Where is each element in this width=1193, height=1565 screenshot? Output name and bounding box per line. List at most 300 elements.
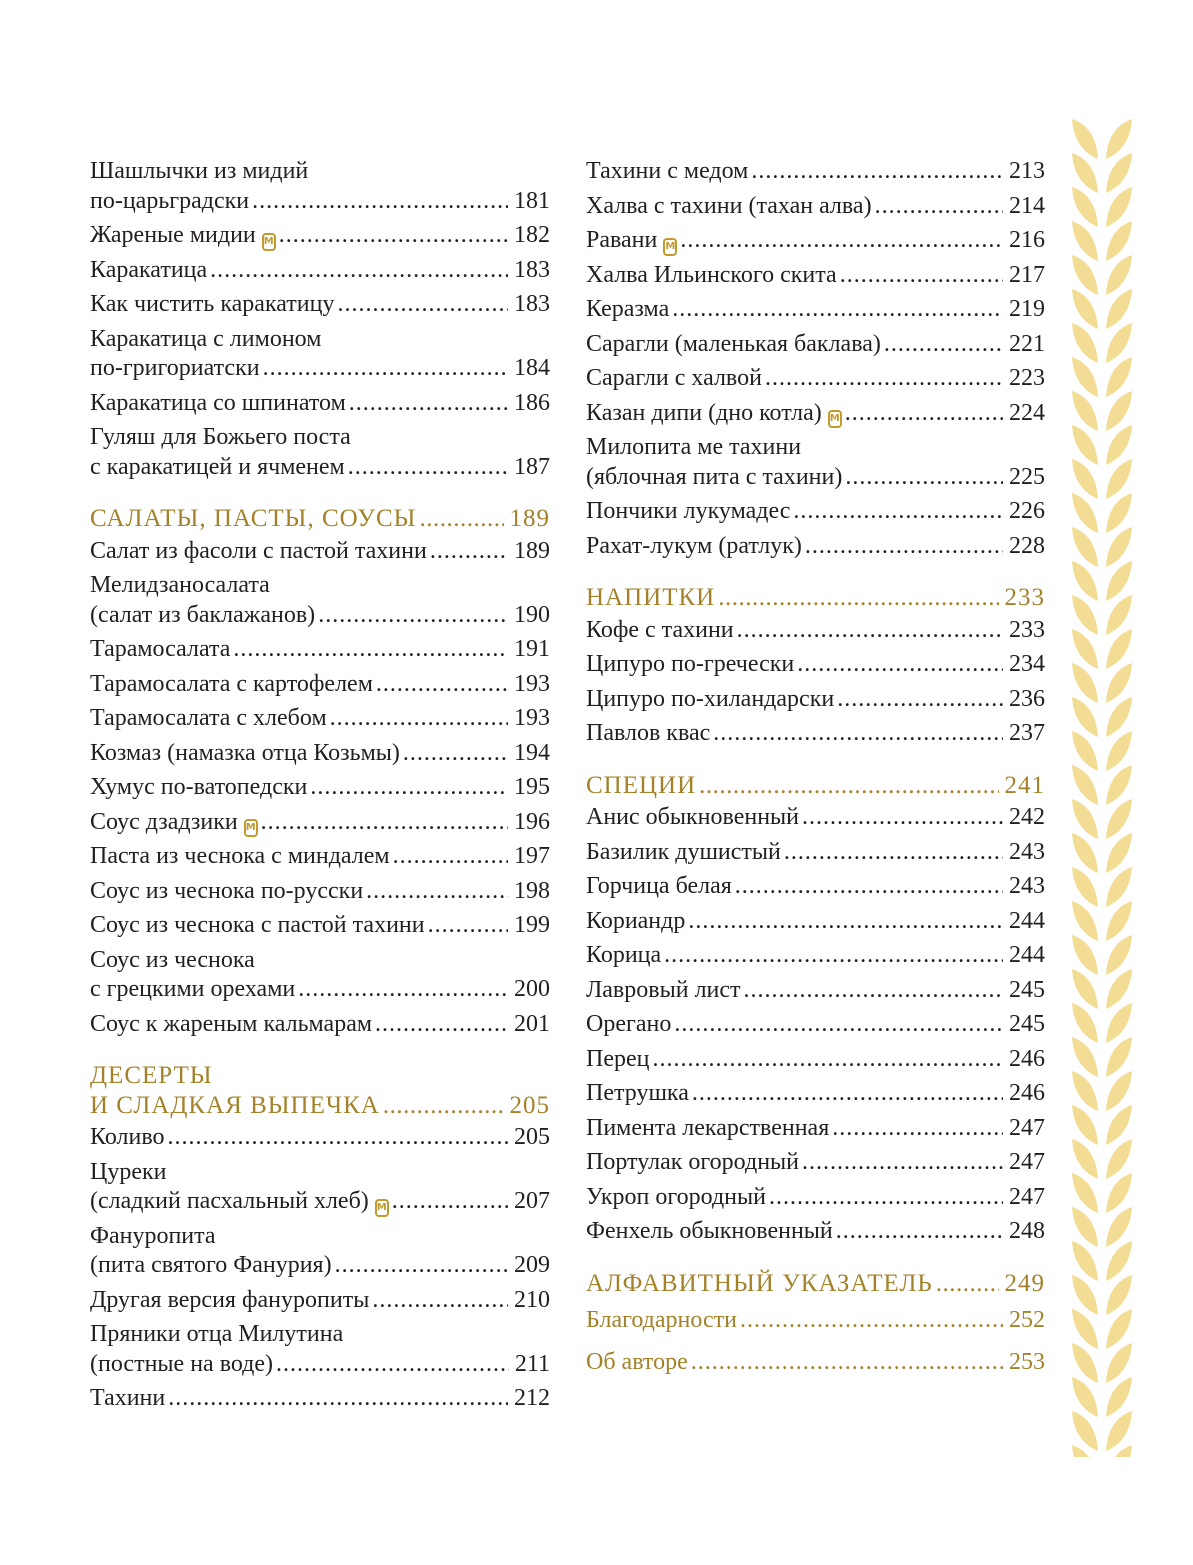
toc-page-number: 246 xyxy=(1009,1045,1045,1072)
toc-page-number: 200 xyxy=(514,976,550,1002)
dot-leader xyxy=(664,941,1003,971)
dot-leader xyxy=(252,187,508,217)
dot-leader xyxy=(428,911,508,941)
dot-leader xyxy=(836,1217,1003,1247)
toc-entry xyxy=(586,497,1045,527)
toc-entry xyxy=(586,226,1045,256)
toc-page-number: 216 xyxy=(1009,227,1045,253)
toc-page-number: 244 xyxy=(1009,942,1045,968)
toc-entry-title: Горчица белая xyxy=(586,873,732,899)
toc-entry-title: Портулак огородный xyxy=(586,1149,799,1175)
dot-leader xyxy=(884,330,1003,360)
dot-leader xyxy=(793,497,1003,527)
monastery-mark-icon: M xyxy=(663,238,677,256)
toc-entry-title: по-царьградски xyxy=(90,187,250,214)
toc-page-number: 182 xyxy=(514,222,550,248)
toc-right-column xyxy=(586,157,1045,1389)
toc-entry xyxy=(90,256,550,286)
toc-entry xyxy=(586,157,1045,187)
dot-leader xyxy=(372,1286,508,1316)
dot-leader xyxy=(737,616,1003,646)
dot-leader xyxy=(393,842,508,872)
wheat-grain xyxy=(1072,1139,1098,1179)
toc-entry xyxy=(90,1320,550,1379)
dot-leader xyxy=(802,1148,1003,1178)
toc-entry xyxy=(90,946,550,1005)
toc-entry-title: НАПИТКИ xyxy=(586,584,716,611)
wheat-grain xyxy=(1072,969,1098,1009)
toc-entry xyxy=(90,221,550,251)
toc-entry-title: (яблочная пита с тахини) xyxy=(586,463,843,490)
dot-leader xyxy=(652,1045,1003,1075)
toc-entry xyxy=(586,532,1045,562)
toc-entry-title: Павлов квас xyxy=(586,720,711,746)
toc-entry xyxy=(90,1123,550,1153)
toc-entry-title: (постные на воде) xyxy=(90,1350,274,1377)
toc-page-number: 193 xyxy=(514,705,550,731)
toc-page-number: 245 xyxy=(1009,976,1045,1003)
toc-entry xyxy=(90,1010,550,1040)
dot-leader xyxy=(375,1010,508,1040)
toc-entry xyxy=(586,907,1045,937)
toc-entry-title: Фенхель обыкновенный xyxy=(586,1218,833,1244)
toc-page-number: 194 xyxy=(514,739,550,766)
dot-leader xyxy=(840,261,1003,291)
toc-entry-title: по-григориатски xyxy=(90,355,260,381)
dot-leader xyxy=(403,739,508,769)
toc-page-number: 241 xyxy=(1004,771,1045,799)
toc-entry xyxy=(90,877,550,907)
toc-entry-title: Рахат-лукум (ратлук) xyxy=(586,532,802,559)
dot-leader xyxy=(674,1010,1003,1040)
dot-leader xyxy=(168,1384,508,1414)
toc-page-number: 198 xyxy=(514,877,550,904)
toc-entry xyxy=(90,670,550,700)
toc-entry-title: Ципуро по-гречески xyxy=(586,651,795,677)
wheat-grain xyxy=(1072,1003,1098,1043)
toc-page-number: 226 xyxy=(1009,498,1045,524)
toc-entry xyxy=(586,399,1045,429)
toc-entry xyxy=(90,842,550,872)
toc-entry-title: Кориандр xyxy=(586,907,686,934)
wheat-grain xyxy=(1072,323,1098,363)
wheat-grain xyxy=(1106,663,1132,703)
toc-entry-title: Салат из фасоли с пастой тахини xyxy=(90,537,427,564)
wheat-grain xyxy=(1072,833,1098,873)
monastery-mark-icon: M xyxy=(262,233,276,251)
dot-leader xyxy=(718,583,998,613)
toc-entry xyxy=(586,261,1045,291)
toc-entry-title: Корица xyxy=(586,942,662,968)
toc-entry xyxy=(586,364,1045,394)
toc-page-number: 195 xyxy=(514,774,550,800)
wheat-grain xyxy=(1106,153,1132,193)
wheat-grain xyxy=(1106,1105,1132,1145)
toc-entry-title: Кофе с тахини xyxy=(586,616,734,643)
toc-entry xyxy=(586,433,1045,492)
toc-page-number: 228 xyxy=(1009,532,1045,559)
toc-section-heading xyxy=(90,504,550,534)
wheat-grain xyxy=(1072,867,1098,907)
dot-leader xyxy=(784,838,1003,868)
wheat-grain xyxy=(1106,833,1132,873)
dot-leader xyxy=(279,221,508,251)
wheat-grain xyxy=(1106,255,1132,295)
toc-entry xyxy=(586,616,1045,646)
toc-entry xyxy=(90,1158,550,1217)
wheat-grain xyxy=(1072,153,1098,193)
toc-entry-title: Тахини xyxy=(90,1385,166,1411)
toc-entry xyxy=(586,803,1045,833)
toc-entry xyxy=(586,685,1045,715)
dot-leader xyxy=(680,226,1003,256)
toc-page-number: 209 xyxy=(514,1252,550,1278)
dot-leader xyxy=(318,601,508,631)
dot-leader xyxy=(692,1079,1003,1109)
toc-entry-title: Козмаз (намазка отца Козьмы) xyxy=(90,739,400,766)
toc-entry-title: Равани xyxy=(586,227,658,253)
dot-leader xyxy=(672,295,1003,325)
dot-leader xyxy=(744,976,1003,1006)
toc-entry xyxy=(586,1217,1045,1247)
wheat-grain xyxy=(1106,697,1132,737)
wheat-grain xyxy=(1106,459,1132,499)
toc-page-number: 210 xyxy=(514,1286,550,1313)
wheat-grain xyxy=(1072,1037,1098,1077)
wheat-grain xyxy=(1072,901,1098,941)
toc-entry-title: Другая версия фануропиты xyxy=(90,1286,370,1313)
wheat-grain xyxy=(1072,289,1098,329)
toc-entry-title: Пончики лукумадес xyxy=(586,498,791,524)
wheat-grain xyxy=(1106,391,1132,431)
dot-leader xyxy=(936,1269,999,1299)
toc-entry xyxy=(90,325,550,384)
wheat-grain xyxy=(1106,289,1132,329)
wheat-grain xyxy=(1072,799,1098,839)
toc-entry-title: Каракатица с лимоном xyxy=(90,325,322,352)
toc-section-heading xyxy=(90,1061,550,1120)
toc-page-number: 236 xyxy=(1009,685,1045,712)
toc-entry xyxy=(90,389,550,419)
toc-page-number: 225 xyxy=(1009,463,1045,490)
toc-entry-title: Пряники отца Милутина xyxy=(90,1321,344,1347)
toc-entry xyxy=(586,1010,1045,1040)
toc-page-number: 234 xyxy=(1009,651,1045,677)
toc-page-number: 214 xyxy=(1009,192,1045,219)
dot-leader xyxy=(310,773,508,803)
wheat-grain xyxy=(1106,1411,1132,1451)
wheat-grain xyxy=(1072,561,1098,601)
dot-leader xyxy=(210,256,508,286)
dot-leader xyxy=(430,537,508,567)
dot-leader xyxy=(713,719,1003,749)
toc-page-number: 247 xyxy=(1009,1114,1045,1141)
toc-entry-title: Тарамосалата xyxy=(90,636,231,662)
toc-entry xyxy=(586,295,1045,325)
wheat-grain xyxy=(1106,1139,1132,1179)
wheat-grain xyxy=(1106,1207,1132,1247)
toc-page-number: 197 xyxy=(514,843,550,869)
wheat-grain xyxy=(1072,357,1098,397)
toc-page-number: 190 xyxy=(514,601,550,628)
toc-page-number: 205 xyxy=(509,1091,550,1119)
dot-leader xyxy=(802,803,1003,833)
toc-entry xyxy=(90,157,550,216)
dot-leader xyxy=(383,1091,504,1121)
dot-leader xyxy=(376,670,508,700)
monastery-mark-icon: M xyxy=(244,819,258,837)
wheat-ear-icon xyxy=(1066,105,1138,1457)
toc-entry-title: Жареные мидии xyxy=(90,222,256,248)
toc-entry xyxy=(90,911,550,941)
toc-entry-title: Керазма xyxy=(586,296,670,322)
wheat-grain xyxy=(1106,935,1132,975)
toc-entry-title: Соус из чеснока xyxy=(90,946,255,973)
wheat-grain xyxy=(1106,221,1132,261)
toc-entry-title: Пимента лекарственная xyxy=(586,1114,830,1141)
toc-entry xyxy=(586,1079,1045,1109)
toc-entry xyxy=(586,976,1045,1006)
wheat-grain xyxy=(1072,697,1098,737)
toc-entry xyxy=(90,808,550,838)
dot-leader xyxy=(263,354,508,384)
toc-entry-title: И СЛАДКАЯ ВЫПЕЧКА xyxy=(90,1091,380,1119)
toc-entry xyxy=(586,650,1045,680)
toc-entry-title: Укроп огородный xyxy=(586,1183,766,1210)
toc-entry-title: Сарагли с халвой xyxy=(586,365,762,391)
toc-section-heading xyxy=(586,1269,1045,1299)
toc-entry-title: Тахини с медом xyxy=(586,158,749,184)
toc-entry-title: Лавровый лист xyxy=(586,976,741,1003)
toc-entry-title: Орегано xyxy=(586,1011,672,1037)
toc-entry-title: (салат из баклажанов) xyxy=(90,601,316,628)
toc-page-number: 191 xyxy=(514,636,550,662)
toc-entry xyxy=(90,423,550,482)
wheat-grain xyxy=(1106,867,1132,907)
wheat-grain xyxy=(1072,731,1098,771)
toc-entry xyxy=(586,1114,1045,1144)
toc-page-number: 245 xyxy=(1009,1011,1045,1037)
wheat-grain xyxy=(1072,255,1098,295)
wheat-grain xyxy=(1106,731,1132,771)
toc-page-number: 244 xyxy=(1009,907,1045,934)
wheat-grain xyxy=(1072,1241,1098,1281)
wheat-grain xyxy=(1106,357,1132,397)
toc-entry xyxy=(90,1286,550,1316)
toc-page-number: 224 xyxy=(1009,399,1045,426)
dot-leader xyxy=(740,1306,1003,1336)
toc-entry-title: Каракатица со шпинатом xyxy=(90,389,346,416)
toc-entry-title: Халва с тахини (тахан алва) xyxy=(586,192,872,219)
toc-page-number: 205 xyxy=(514,1124,550,1150)
toc-entry-title: Петрушка xyxy=(586,1080,689,1106)
dot-leader xyxy=(233,635,508,665)
dot-leader xyxy=(797,650,1003,680)
toc-page-number: 219 xyxy=(1009,296,1045,322)
toc-page-number: 243 xyxy=(1009,838,1045,865)
toc-entry xyxy=(90,739,550,769)
dot-leader xyxy=(298,975,508,1005)
toc-page-number: 237 xyxy=(1009,720,1045,746)
toc-entry-title: Гуляш для Божьего поста xyxy=(90,424,351,450)
toc-entry-title: (пита святого Фанурия) xyxy=(90,1252,332,1278)
toc-entry xyxy=(90,290,550,320)
toc-page-number: 189 xyxy=(514,537,550,564)
dot-leader xyxy=(845,463,1003,493)
toc-page-number: 196 xyxy=(514,808,550,835)
toc-entry-title: Соус к жареным кальмарам xyxy=(90,1010,373,1037)
wheat-grain xyxy=(1072,493,1098,533)
toc-entry-title: Базилик душистый xyxy=(586,838,781,865)
toc-page-number: 249 xyxy=(1004,1269,1045,1297)
toc-entry xyxy=(90,773,550,803)
monastery-mark-icon: M xyxy=(828,410,842,428)
dot-leader xyxy=(699,771,998,801)
toc-entry xyxy=(90,704,550,734)
toc-section-heading xyxy=(586,771,1045,801)
wheat-grain xyxy=(1106,1309,1132,1349)
toc-entry-title: Казан дипи (дно котла) xyxy=(586,399,822,426)
wheat-grain xyxy=(1072,221,1098,261)
wheat-grain xyxy=(1072,1105,1098,1145)
toc-page-number: 253 xyxy=(1009,1348,1045,1375)
toc-page-number: 233 xyxy=(1004,584,1045,611)
toc-entry-title: АЛФАВИТНЫЙ УКАЗАТЕЛЬ xyxy=(586,1269,933,1297)
wheat-grain xyxy=(1106,425,1132,465)
toc-entry-title: Соус из чеснока по-русски xyxy=(90,877,364,904)
dot-leader xyxy=(845,399,1003,429)
toc-entry-title: СПЕЦИИ xyxy=(586,771,697,799)
wheat-grain xyxy=(1106,765,1132,805)
toc-entry xyxy=(90,1222,550,1281)
wheat-grain xyxy=(1106,901,1132,941)
toc-entry xyxy=(586,872,1045,902)
dot-leader xyxy=(735,872,1003,902)
toc-page-number: 223 xyxy=(1009,365,1045,391)
toc-page-number: 252 xyxy=(1009,1307,1045,1333)
wheat-grain xyxy=(1072,1207,1098,1247)
dot-leader xyxy=(261,808,508,838)
toc-page-number: 247 xyxy=(1009,1183,1045,1210)
dot-leader xyxy=(167,1123,508,1153)
toc-entry xyxy=(586,838,1045,868)
wheat-grain xyxy=(1106,323,1132,363)
toc-entry-title: Каракатица xyxy=(90,256,208,283)
wheat-grain xyxy=(1106,187,1132,227)
toc-page-number: 217 xyxy=(1009,261,1045,288)
toc-page-number: 201 xyxy=(514,1010,550,1037)
toc-page-number: 212 xyxy=(514,1385,550,1411)
wheat-grain xyxy=(1106,1071,1132,1111)
toc-left-column xyxy=(90,157,550,1419)
wheat-grain xyxy=(1072,527,1098,567)
wheat-grain xyxy=(1106,799,1132,839)
toc-page-number: 213 xyxy=(1009,158,1045,184)
toc-entry-title: Ципуро по-хиландарски xyxy=(586,685,835,712)
toc-page-number: 184 xyxy=(514,355,550,381)
toc-page-number: 186 xyxy=(514,389,550,416)
toc-entry-title: Анис обыкновенный xyxy=(586,804,800,830)
toc-page-number: 199 xyxy=(514,912,550,938)
dot-leader xyxy=(837,685,1003,715)
toc-page-number: 248 xyxy=(1009,1218,1045,1244)
toc-page-number: 211 xyxy=(514,1350,550,1377)
toc-entry-title: Мелидзаносалата xyxy=(90,572,270,598)
toc-entry xyxy=(90,537,550,567)
toc-entry-title: Соус дзадзики xyxy=(90,808,238,835)
wheat-grain xyxy=(1072,119,1098,159)
dot-leader xyxy=(751,157,1003,187)
dot-leader xyxy=(366,877,508,907)
wheat-grain xyxy=(1072,1173,1098,1213)
toc-entry-title: Соус из чеснока с пастой тахини xyxy=(90,912,425,938)
toc-entry-title: Халва Ильинского скита xyxy=(586,261,837,288)
toc-page-number: 243 xyxy=(1009,873,1045,899)
wheat-grain xyxy=(1106,1241,1132,1281)
wheat-grain xyxy=(1072,187,1098,227)
dot-leader xyxy=(805,532,1003,562)
toc-entry xyxy=(90,571,550,630)
toc-entry xyxy=(586,1306,1045,1336)
toc-entry-title: Паста из чеснока с миндалем xyxy=(90,843,390,869)
toc-entry xyxy=(586,1148,1045,1178)
toc-entry-title: Перец xyxy=(586,1045,650,1072)
wheat-grain xyxy=(1072,663,1098,703)
toc-page-number: 189 xyxy=(509,505,550,532)
toc-page-number: 187 xyxy=(514,453,550,480)
toc-entry-title: Коливо xyxy=(90,1124,165,1150)
toc-entry xyxy=(586,192,1045,222)
dot-leader xyxy=(348,453,508,483)
toc-page-number: 207 xyxy=(514,1188,550,1214)
toc-page-number: 181 xyxy=(514,187,550,214)
wheat-grain xyxy=(1072,391,1098,431)
wheat-grain xyxy=(1106,119,1132,159)
wheat-grain xyxy=(1072,459,1098,499)
toc-entry-title: Шашлычки из мидий xyxy=(90,158,309,184)
wheat-grain xyxy=(1072,935,1098,975)
toc-entry-title: Тарамосалата с хлебом xyxy=(90,705,327,731)
wheat-grain xyxy=(1072,1275,1098,1315)
wheat-grain xyxy=(1106,527,1132,567)
dot-leader xyxy=(337,290,508,320)
wheat-grain xyxy=(1106,969,1132,1009)
toc-page-number: 183 xyxy=(514,291,550,317)
toc-entry-title: ДЕСЕРТЫ xyxy=(90,1062,213,1089)
toc-page-number: 242 xyxy=(1009,804,1045,830)
toc-entry xyxy=(586,941,1045,971)
wheat-grain xyxy=(1106,1343,1132,1383)
toc-entry-title: Фануропита xyxy=(90,1222,216,1249)
toc-entry-title: Хумус по-ватопедски xyxy=(90,774,308,800)
dot-leader xyxy=(392,1187,508,1217)
dot-leader xyxy=(330,704,508,734)
dot-leader xyxy=(691,1348,1003,1378)
wheat-grain xyxy=(1106,1377,1132,1417)
wheat-grain xyxy=(1072,1411,1098,1451)
toc-page-number: 233 xyxy=(1009,616,1045,643)
toc-entry xyxy=(586,1045,1045,1075)
toc-entry-title: Милопита ме тахини xyxy=(586,434,802,460)
dot-leader xyxy=(276,1350,509,1380)
wheat-grain xyxy=(1106,1003,1132,1043)
toc-entry-title: Благодарности xyxy=(586,1307,737,1333)
toc-page-number: 193 xyxy=(514,670,550,697)
toc-entry-title: (сладкий пасхальный хлеб) xyxy=(90,1188,369,1214)
wheat-grain xyxy=(1072,1377,1098,1417)
toc-entry-title: Об авторе xyxy=(586,1348,688,1375)
wheat-grain xyxy=(1106,1173,1132,1213)
